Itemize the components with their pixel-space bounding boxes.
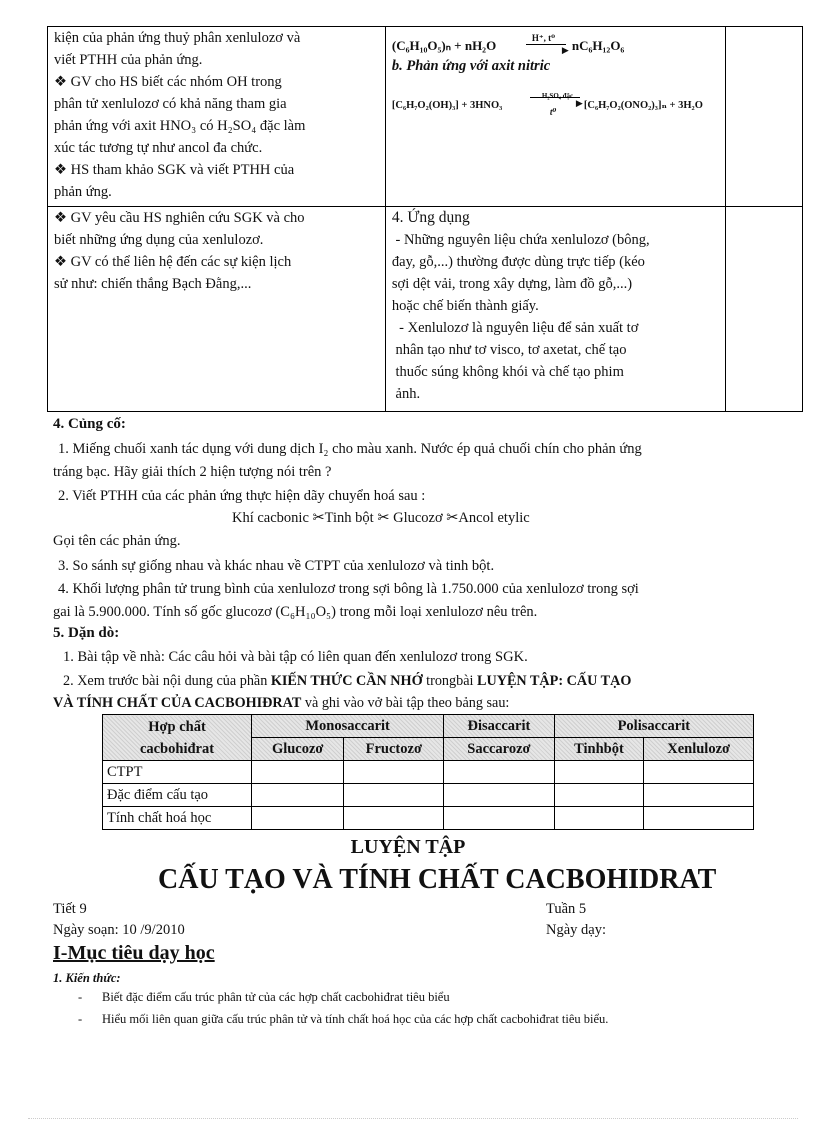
table-cell [344,807,444,830]
header-compound [103,715,252,761]
bullet-dash: - [78,1012,83,1026]
arrow-head-icon: ▶ [561,45,569,55]
row-label: Đặc điểm cấu tạo [103,784,252,807]
homework-2-line-1 [63,670,631,692]
question-3: 3. So sánh sự giống nhau và khác nhau về CTPT của xenlulozơ và tinh bột. [58,558,495,574]
table-cell [644,784,754,807]
text-line: phân tử xenlulozơ có khả năng tham gia [54,96,287,112]
equation-condition: H₂SO₄ đặc [541,92,574,100]
text-run-bold: VÀ TÍNH CHẤT CỦA CACBOHIĐRAT [53,695,302,711]
equation-condition: t⁰ [549,107,557,117]
table-cell [444,784,554,807]
question-2-line-2: Gọi tên các phản ứng. [53,533,181,549]
notes-cell [725,207,802,412]
summary-table [102,714,754,830]
equation-left: (C₆H₁₀O₅)ₙ + nH₂O [391,38,497,53]
text-line: ❖ GV yêu cầu HS nghiên cứu SGK và cho [54,210,305,226]
text-line: đay, gỗ,...) thường được dùng trực tiếp (kéo [391,254,645,270]
text-line: phản ứng. [54,184,112,200]
text-run: và ghi vào vở bài tập theo bảng sau: [301,695,510,711]
activity-table [47,26,803,412]
text-line: ❖ HS tham khảo SGK và viết PTHH của [54,162,295,178]
reaction-chain: Khí cacbonic ✂Tinh bột ✂ Glucozơ ✂Ancol etylic [232,510,530,526]
question-4-line-1: 4. Khối lượng phân tử trung bình của xenlulozơ trong sợi bông là 1.750.000 của xenlulozơ trong sợi [58,581,639,597]
header-text: Hợp chất [148,718,206,735]
equation-condition: H⁺, t⁰ [531,33,556,43]
text-line: viết PTHH của phản ứng. [54,52,203,68]
table-row [48,27,803,207]
text-line: phản ứng với axit HNO₃ có H₂SO₄ đặc làm [54,118,306,134]
text-line: biết những ứng dụng của xenlulozơ. [54,232,264,248]
text-line: ảnh. [391,386,421,402]
question-2: 2. Viết PTHH của các phản ứng thực hiện dãy chuyển hoá sau : [58,488,426,504]
text-line: thuốc súng không khói và chế tạo phim [391,364,624,380]
table-row [103,807,754,830]
row-label: CTPT [103,761,252,784]
notes-cell [725,27,802,207]
header-xenlulozo: Xenlulozơ [644,738,754,761]
header-text: cacbohiđrat [139,740,215,757]
text-line: nhân tạo như tơ visco, tơ axetat, chế tạo [391,342,627,358]
homework-1: 1. Bài tập về nhà: Các câu hỏi và bài tập có liên quan đến xenlulozơ trong SGK. [63,649,528,665]
content-cell [385,27,725,207]
text-line: kiện của phản ứng thuỷ phân xenlulozơ và [54,30,301,46]
objective-1: Biết đặc điểm cấu trúc phân tử của các hợp chất cacbohiđrat tiêu biểu [102,990,450,1004]
page-bottom-divider [28,1118,798,1119]
teacher-activity-cell [48,27,386,207]
reaction-arrow [530,97,580,98]
homework-heading: 5. Dặn dò: [53,625,120,641]
table-row [103,784,754,807]
equation-left: [C₆H₇O₂(OH)₃] + 3HNO₃ [391,100,503,111]
table-cell [554,807,644,830]
reaction-arrow [526,44,566,45]
header-glucozo: Glucozơ [252,738,344,761]
header-fructozo: Fructozơ [344,738,444,761]
table-cell [554,761,644,784]
header-tinhbot: Tinhbột [554,738,644,761]
text-line: - Xenlulozơ là nguyên liệu để sản xuất tơ [391,320,639,336]
nitration-equation [392,85,725,121]
applications-heading: 4. Ứng dụng [391,209,470,226]
text-run: 2. Xem trước bài nội dung của phần [63,673,271,689]
table-cell [252,807,344,830]
lesson-title: LUYỆN TẬP [350,836,466,858]
bullet-dash: - [78,990,83,1004]
objective-2: Hiểu mối liên quan giữa cấu trúc phân tử và tính chất hoá học của các hợp chất cacbohiđrat tiêu biểu. [102,1012,609,1026]
header-di: Đisaccarit [444,715,554,738]
table-cell [344,784,444,807]
text-run-bold: LUYỆN TẬP: CẤU TẠO [476,673,632,689]
table-header-row [103,715,754,738]
table-cell [644,807,754,830]
week-label: Tuần 5 [546,901,587,917]
nitric-acid-heading: b. Phản ứng với axit nitric [391,58,551,74]
knowledge-heading: 1. Kiến thức: [53,971,121,985]
text-line: - Những nguyên liệu chứa xenlulozơ (bông, [391,232,650,248]
table-row [48,207,803,412]
objectives-heading: I-Mục tiêu dạy học [53,942,215,964]
table-cell [252,784,344,807]
header-saccarozo: Saccarozơ [444,738,554,761]
table-cell [344,761,444,784]
table-row [103,761,754,784]
text-line: sợi dệt vải, trong xây dựng, làm đồ gỗ,...) [391,276,633,292]
question-1-line-2: tráng bạc. Hãy giải thích 2 hiện tượng nói trên ? [53,464,332,480]
equation-right: nC₆H₁₂O₆ [571,38,625,53]
text-line: sử như: chiến thắng Bạch Đằng,... [54,276,252,292]
lesson-subtitle: CẤU TẠO VÀ TÍNH CHẤT CACBOHIDRAT [158,864,717,895]
text-line: ❖ GV cho HS biết các nhóm OH trong [54,74,282,90]
table-cell [444,807,554,830]
text-run-bold: KIẾN THỨC CẦN NHỚ [270,673,423,689]
arrow-head-icon: ▶ [575,98,583,108]
prepared-date: Ngày soạn: 10 /9/2010 [53,922,185,938]
table-cell [444,761,554,784]
table-cell [644,761,754,784]
homework-2-line-2 [53,692,509,714]
header-poly: Polisaccarit [554,715,753,738]
teaching-date: Ngày dạy: [546,922,606,938]
teacher-activity-cell [48,207,386,412]
row-label: Tính chất hoá học [103,807,252,830]
hydrolysis-equation [392,31,725,55]
table-cell [252,761,344,784]
table-cell [554,784,644,807]
consolidation-heading: 4. Củng cố: [53,416,126,432]
period-label: Tiết 9 [53,901,87,917]
question-1-line-1: 1. Miếng chuối xanh tác dụng với dung dịch I₂ cho màu xanh. Nước ép quả chuối chín cho phản ứng [58,441,642,457]
content-cell [385,207,725,412]
text-line: xúc tác tương tự như ancol đa chức. [54,140,263,156]
text-run: trongbài [422,673,477,689]
text-line: hoặc chế biến thành giấy. [391,298,539,314]
header-mono: Monosaccarit [252,715,444,738]
question-4-line-2: gai là 5.900.000. Tính số gốc glucozơ (C₆H₁₀O₅) trong mỗi loại xenlulozơ nêu trên. [53,604,538,620]
text-line: ❖ GV có thể liên hệ đến các sự kiện lịch [54,254,292,270]
equation-right: [C₆H₇O₂(ONO₂)₃]ₙ + 3H₂O [583,100,703,111]
